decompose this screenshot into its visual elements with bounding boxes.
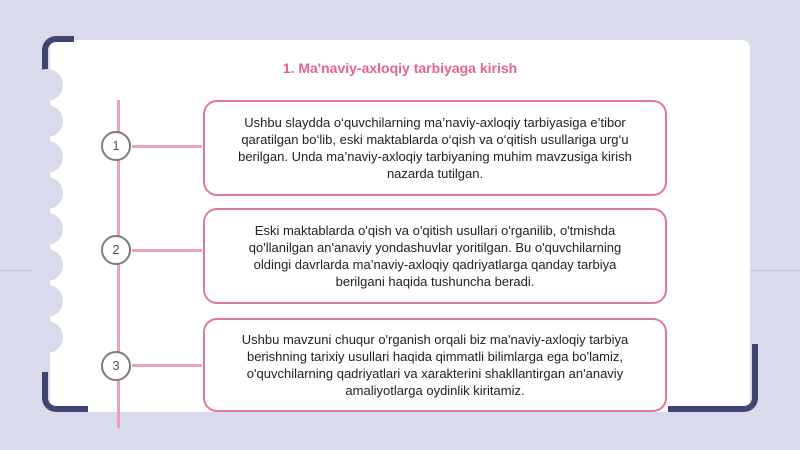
notebook-hole — [31, 105, 63, 137]
step-text-2: Eski maktablarda o'qish va o'qitish usullari o'rganilib, o'tmishda qo'llanilgan an'anaviy yondashuvlar yoritilgan. Bu o'quvchilarning oldingi davrlarda ma’naviy-axloqiy qadriyatlarga qanday tarbiya berilgani haqida tushuncha beradi. — [248, 223, 622, 289]
frame-corner-bottom-left — [42, 372, 88, 412]
step-marker-1: 1 — [101, 131, 131, 161]
step-marker-2: 2 — [101, 235, 131, 265]
step-connector — [132, 364, 202, 367]
slide-title: 1. Ma'naviy-axloqiy tarbiyaga kirish — [282, 60, 518, 76]
frame-corner-bottom-right — [668, 344, 758, 412]
notebook-hole — [31, 213, 63, 245]
step-text-box-3 — [203, 318, 667, 412]
step-connector — [132, 145, 202, 148]
notebook-hole — [31, 141, 63, 173]
step-connector — [132, 249, 202, 252]
step-text-1: Ushbu slaydda o‘quvchilarning ma’naviy-axloqiy tarbiyasiga e’tibor qaratilgan bo‘lib, eski maktablarda o‘qish va o‘qitish usullariga urg‘u berilgan. Unda ma’naviy-axloqiy tarbiyaning muhim mavzusiga kirish nazarda tutilgan. — [238, 115, 632, 181]
notebook-hole — [31, 321, 63, 353]
step-text-box-2 — [203, 208, 667, 304]
notebook-hole — [31, 285, 63, 317]
notebook-hole — [31, 177, 63, 209]
notebook-hole — [31, 249, 63, 281]
step-text-3: Ushbu mavzuni chuqur o'rganish orqali biz ma'naviy-axloqiy tarbiya berishning tarixiy usullari haqida qimmatli bilimlarga ega bo'lamiz, o'quvchilarning qadriyatlari va xarakterini shakllantirgan an'anaviy amaliyotlarga oydinlik kiritamiz. — [241, 332, 629, 398]
step-text-box-1 — [203, 100, 667, 196]
step-marker-3: 3 — [101, 351, 131, 381]
